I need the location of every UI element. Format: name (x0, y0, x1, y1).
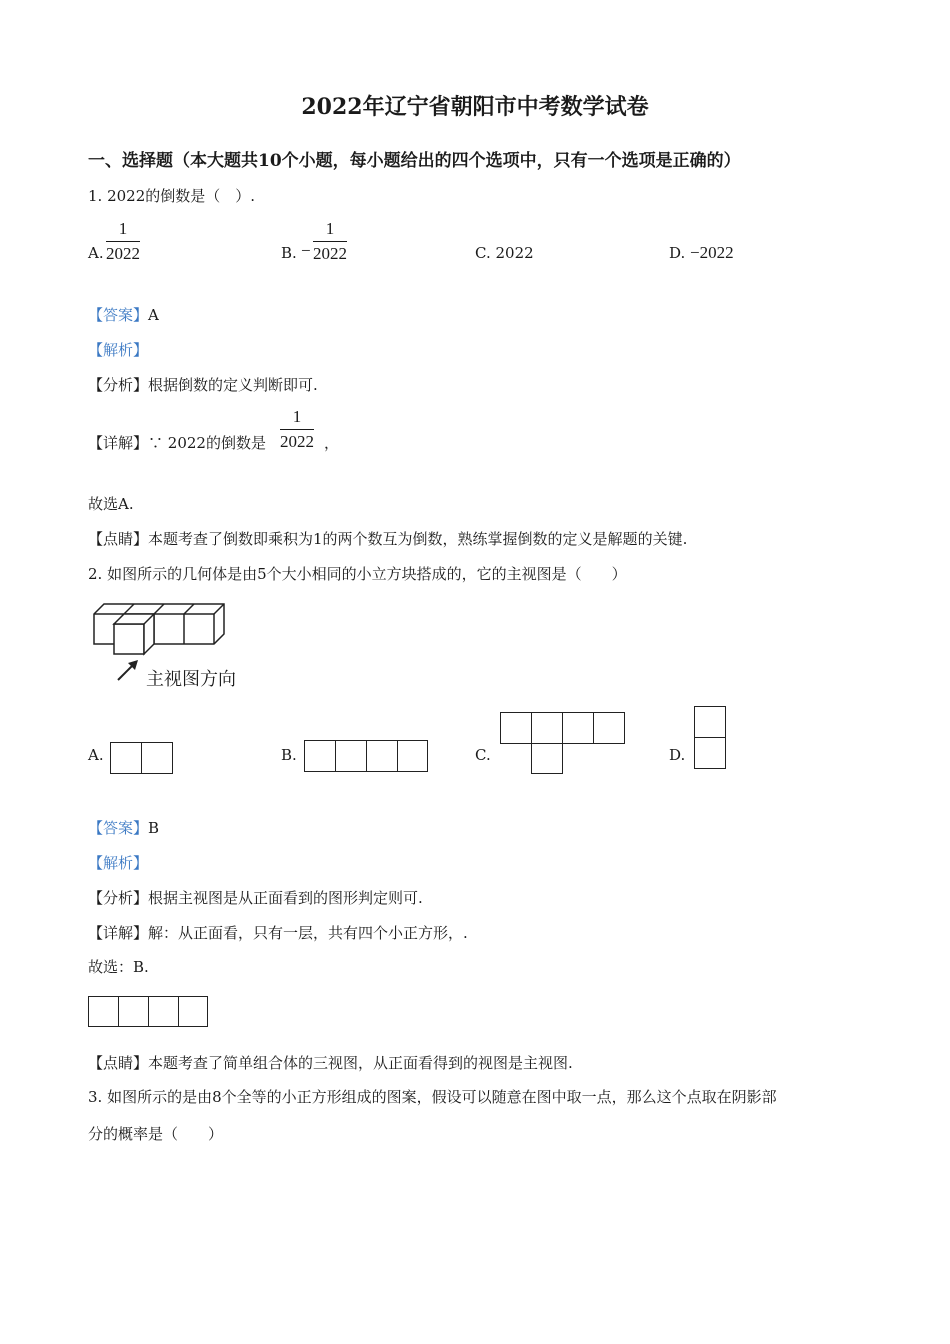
q1-stem: 1. 2022的倒数是（ ）. (88, 187, 256, 205)
q2-fenxi (88, 887, 423, 908)
detail-tag: 【详解】 (88, 434, 149, 452)
q2-option-d-label: D. (669, 746, 686, 764)
q1-dianjing (88, 528, 687, 549)
q1-option-b-sign: − (301, 241, 311, 260)
q2-jiexi-tag: 【解析】 (88, 854, 149, 872)
q1-detail-fraction (280, 406, 314, 454)
answer-value: A (148, 306, 159, 324)
answer-tag: 【答案】 (88, 306, 149, 324)
fenxi-tag: 【分析】 (88, 889, 149, 907)
q2-conclusion: 故选：B. (88, 958, 149, 976)
q1-answer (88, 304, 159, 325)
answer-tag: 【答案】 (88, 819, 149, 837)
fenxi-text: 根据主视图是从正面看到的图形判定则可. (148, 889, 423, 907)
dianjing-tag: 【点睛】 (88, 1054, 149, 1072)
answer-value: B (148, 819, 160, 837)
dianjing-tag: 【点睛】 (88, 530, 149, 548)
q2-answer (88, 817, 159, 838)
q3-stem-line1: 3. 如图所示的是由8个全等的小正方形组成的图案，假设可以随意在图中取一点，那么这个点取在阴影部 (88, 1088, 777, 1106)
fenxi-text: 根据倒数的定义判断即可. (148, 376, 318, 394)
q2-option-b-label: B. (281, 746, 297, 764)
detail-text: 解：从正面看，只有一层，共有四个小正方形，. (148, 924, 468, 942)
q1-fenxi (88, 374, 318, 395)
detail-tag: 【详解】 (88, 924, 149, 942)
q1-option-a-denominator: 2022 (106, 244, 140, 263)
q1-option-a-fraction (106, 218, 140, 266)
q1-option-d-label: D. (669, 244, 686, 262)
q2-detail (88, 922, 468, 943)
q1-option-b-fraction (313, 218, 347, 266)
q1-detail-comma: ， (324, 434, 340, 452)
q1-detail-numerator: 1 (280, 406, 314, 430)
q2-stem: 2. 如图所示的几何体是由5个大小相同的小立方块搭成的，它的主视图是（ ） (88, 565, 627, 583)
q1-option-b-denominator: 2022 (313, 244, 347, 263)
q1-option-b-numerator: 1 (313, 218, 347, 242)
q2-option-c-label: C. (475, 746, 491, 764)
q1-option-a-numerator: 1 (106, 218, 140, 242)
q1-detail-denominator: 2022 (280, 432, 314, 451)
q1-option-c: C. 2022 (475, 244, 534, 262)
q1-option-a-label: A. (88, 244, 104, 262)
q2-figure-caption: 主视图方向 (146, 669, 236, 690)
q1-detail (88, 432, 266, 453)
q2-option-a-label: A. (88, 746, 104, 764)
q1-option-b-label: B. (281, 244, 297, 262)
dianjing-text: 本题考查了简单组合体的三视图，从正面看得到的视图是主视图. (148, 1054, 573, 1072)
q1-jiexi-tag: 【解析】 (88, 341, 149, 359)
q2-dianjing (88, 1052, 573, 1073)
q3-stem-line2: 分的概率是（ ） (88, 1125, 224, 1143)
detail-text: ∵ 2022的倒数是 (148, 434, 266, 452)
q1-option-d-value: −2022 (690, 243, 734, 262)
page-title: 2022年辽宁省朝阳市中考数学试卷 (301, 94, 649, 120)
fenxi-tag: 【分析】 (88, 376, 149, 394)
dianjing-text: 本题考查了倒数即乘积为1的两个数互为倒数，熟练掌握倒数的定义是解题的关键. (148, 530, 688, 548)
q1-conclusion: 故选A. (88, 495, 134, 513)
section-heading: 一、选择题（本大题共10个小题，每小题给出的四个选项中，只有一个选项是正确的） (88, 151, 741, 171)
